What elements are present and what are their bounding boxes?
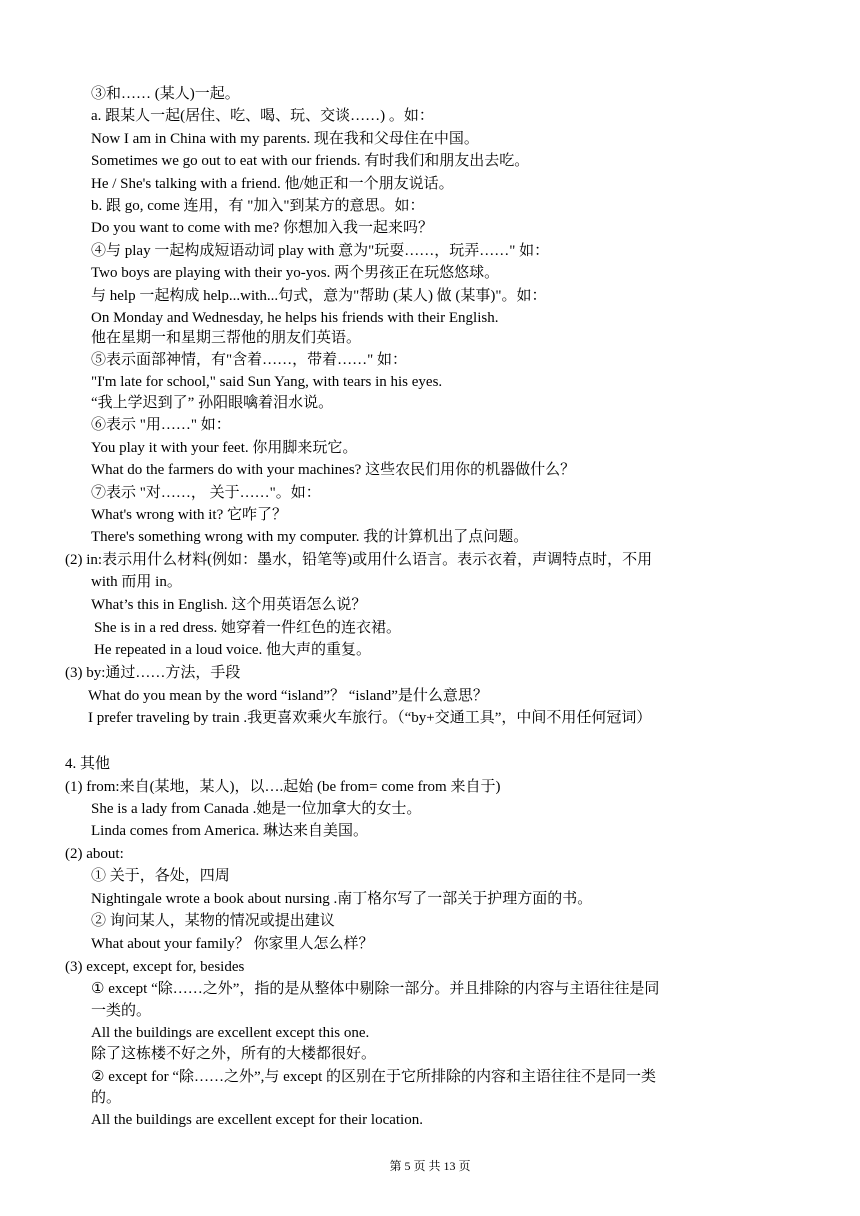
text-line: What's wrong with it? 它咋了？ — [91, 507, 288, 523]
text-line: All the buildings are excellent except for their location. — [91, 1112, 423, 1128]
text-line: There's something wrong with my computer. 我的计算机出了点问题。 — [91, 529, 529, 545]
text-line: ④与 play 一起构成短语动词 play with 意为"玩耍……，玩弄……" 如： — [91, 243, 550, 259]
text-line: What’s this in English. 这个用英语怎么说？ — [91, 597, 367, 613]
text-line: 除了这栋楼不好之外，所有的大楼都很好。 — [91, 1046, 377, 1062]
page-number: 第 5 页 共 13 页 — [389, 1159, 471, 1173]
text-line: ⑥表示 "用……" 如： — [91, 417, 231, 433]
text-line: I prefer traveling by train .我更喜欢乘火车旅行。（“by+交通工具”，中间不用任何冠词） — [88, 710, 652, 726]
text-line: ② except for “除……之外”,与 except 的区别在于它所排除的内容和主语往往不是同一类 — [91, 1069, 657, 1085]
text-line: 的。 — [91, 1090, 122, 1106]
text-line: He repeated in a loud voice. 他大声的重复。 — [94, 642, 372, 658]
text-line: (3) by:通过……方法，手段 — [65, 665, 241, 681]
text-line: ② 询问某人，某物的情况或提出建议 — [91, 913, 335, 929]
text-line: "I'm late for school," said Sun Yang, with tears in his eyes. — [91, 374, 443, 390]
text-line: Linda comes from America. 琳达来自美国。 — [91, 823, 369, 839]
text-line: She is a lady from Canada .她是一位加拿大的女士。 — [91, 801, 422, 817]
text-line: Now I am in China with my parents. 现在我和父母住在中国。 — [91, 131, 479, 147]
text-line: What about your family？ 你家里人怎么样？ — [91, 936, 374, 952]
text-line: Do you want to come with me? 你想加入我一起来吗？ — [91, 220, 434, 236]
text-line: (2) in:表示用什么材料(例如：墨水，铅笔等)或用什么语言。表示衣着，声调特点时，不用 — [65, 552, 653, 568]
text-line: 他在星期一和星期三帮他的朋友们英语。 — [91, 330, 362, 346]
text-line: ① 关于，各处，四周 — [91, 868, 230, 884]
text-line: He / She's talking with a friend. 他/她正和一个朋友说话。 — [91, 176, 454, 192]
text-line: What do you mean by the word “island”？ “island”是什么意思？ — [88, 688, 488, 704]
text-line: Two boys are playing with their yo-yos. 两个男孩正在玩悠悠球。 — [91, 265, 500, 281]
text-line: All the buildings are excellent except this one. — [91, 1025, 370, 1041]
text-line: She is in a red dress. 她穿着一件红色的连衣裙。 — [94, 620, 402, 636]
text-line: 一类的。 — [91, 1003, 152, 1019]
text-line: What do the farmers do with your machines? 这些农民们用你的机器做什么？ — [91, 462, 576, 478]
text-line: ⑤表示面部神情，有"含着……，带着……" 如： — [91, 352, 407, 368]
text-line: ③和…… (某人)一起。 — [91, 86, 240, 102]
text-line: You play it with your feet. 你用脚来玩它。 — [91, 440, 358, 456]
text-line: (3) except, except for, besides — [65, 959, 245, 975]
text-line: Sometimes we go out to eat with our friends. 有时我们和朋友出去吃。 — [91, 153, 530, 169]
text-line: ① except “除……之外”，指的是从整体中剔除一部分。并且排除的内容与主语往往是同 — [91, 981, 660, 997]
text-line: ⑦表示 "对……， 关于……"。如： — [91, 485, 321, 501]
text-line: (1) from:来自(某地，某人)，以….起始 (be from= come from 来自于) — [65, 779, 501, 795]
text-line: “我上学迟到了” 孙阳眼噙着泪水说。 — [91, 395, 334, 411]
text-line: On Monday and Wednesday, he helps his friends with their English. — [91, 310, 499, 326]
text-line: 与 help 一起构成 help...with...句式，意为"帮助 (某人) 做 (某事)"。如： — [91, 288, 547, 304]
text-line: 4. 其他 — [65, 756, 111, 772]
text-line: b. 跟 go, come 连用，有 "加入"到某方的意思。如： — [91, 198, 425, 214]
text-line: (2) about: — [65, 846, 124, 862]
text-line: a. 跟某人一起(居住、吃、喝、玩、交谈……) 。如： — [91, 108, 434, 124]
text-line: with 而用 in。 — [91, 574, 182, 590]
text-line: Nightingale wrote a book about nursing .南丁格尔写了一部关于护理方面的书。 — [91, 891, 593, 907]
